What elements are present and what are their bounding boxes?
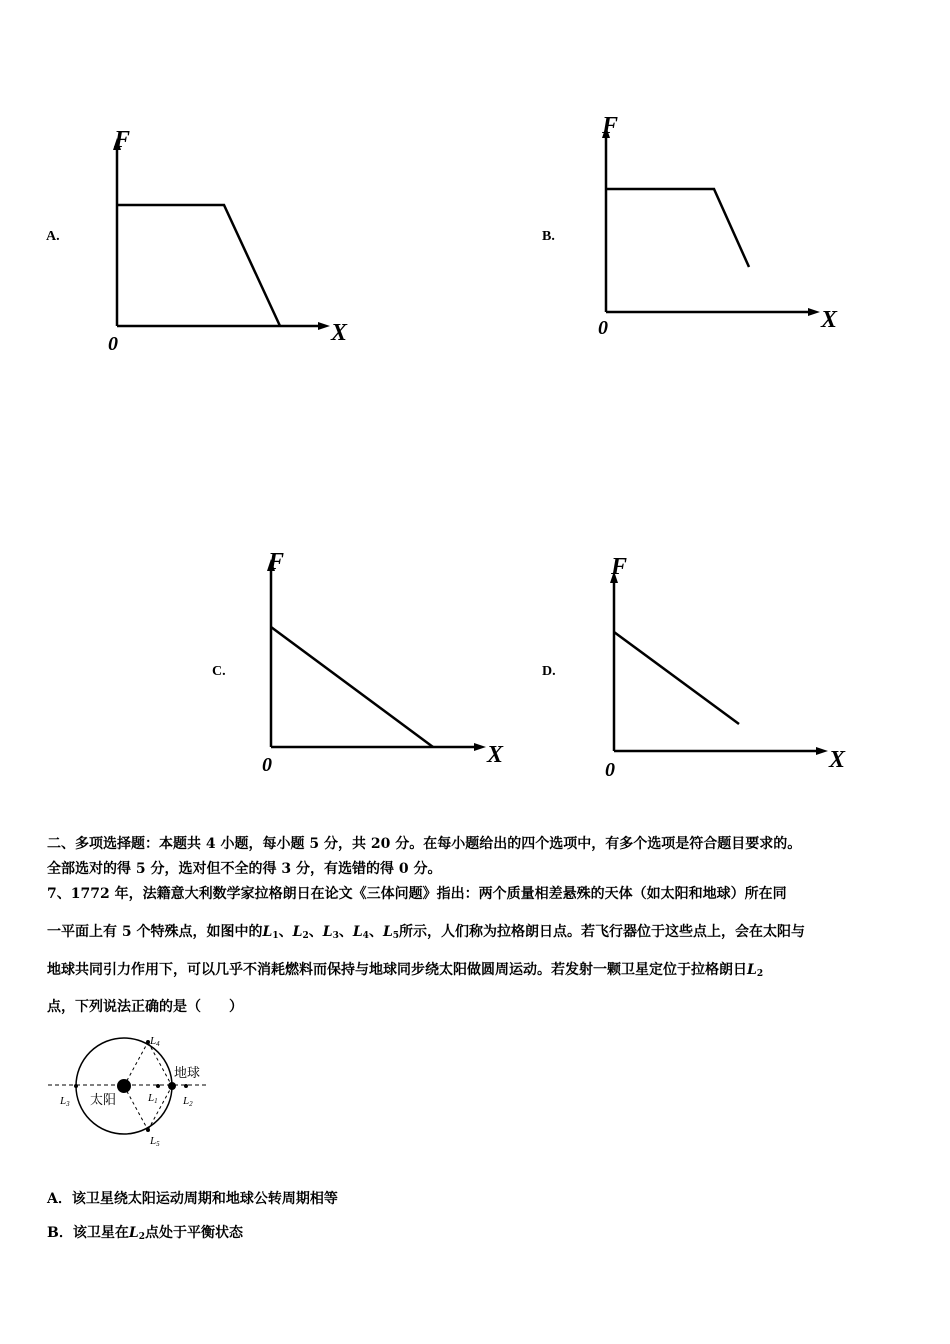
graph-c-curve (271, 627, 433, 747)
question-line2 (47, 921, 805, 941)
graph-b-f-label: F (602, 113, 619, 139)
l4-sub: 4 (362, 931, 369, 941)
line3-l-symbol: L (747, 962, 757, 978)
graph-a-x-label: X (331, 320, 348, 346)
l5-symbol: L (382, 924, 393, 940)
option-d-label: D. (542, 664, 556, 679)
answer-b-l-symbol: L (128, 1225, 139, 1241)
graph-b-origin: 0 (598, 317, 608, 339)
l3-sub: 3 (332, 931, 339, 941)
earth-label: 地球 (174, 1066, 201, 1081)
answer-b-pre: B．该卫星在 (47, 1225, 129, 1241)
graph-c (262, 549, 504, 776)
diagram-l5-label: L5 (150, 1135, 160, 1148)
l1-sub: 1 (272, 931, 279, 941)
graph-d-curve (614, 632, 739, 724)
l3-symbol: L (322, 924, 333, 940)
graph-a-origin: 0 (108, 333, 118, 355)
question-line3-pre: 地球共同引力作用下，可以几乎不消耗燃料而保持与地球同步绕太阳做圆周运动。若发射一颗卫星定位于拉格朗日 (47, 962, 747, 978)
graph-d (605, 554, 846, 781)
line3-l-sub: 2 (756, 969, 764, 979)
graph-a-f-label: F (114, 127, 131, 153)
question-line2-post: 所示，人们称为拉格朗日点。若飞行器位于这些点上，会在太阳与 (399, 924, 806, 940)
l5-dot (146, 1128, 150, 1132)
diagram-l3-label: L3 (60, 1095, 70, 1108)
question-line3 (47, 959, 763, 979)
sep-1: 、 (278, 924, 293, 940)
graph-c-x-label: X (487, 742, 504, 768)
section-heading-line2: 全部选对的得 5 分，选对但不全的得 3 分，有选错的得 0 分。 (47, 861, 442, 877)
option-a-label: A. (46, 229, 60, 244)
earth-dot (168, 1082, 176, 1090)
l1-dot (156, 1084, 160, 1088)
lagrange-diagram (40, 1030, 240, 1150)
graph-b-x-label: X (821, 307, 838, 333)
graph-d-f-label: F (611, 554, 628, 580)
l2-sub: 2 (302, 931, 309, 941)
sun-dot (117, 1079, 131, 1093)
sep-4: 、 (368, 924, 383, 940)
question-line2-pre: 一平面上有 5 个特殊点，如图中的 (47, 924, 263, 940)
sep-2: 、 (308, 924, 323, 940)
l2-dot (184, 1084, 188, 1088)
l4-symbol: L (352, 924, 363, 940)
question-line1: 7、1772 年，法籍意大利数学家拉格朗日在论文《三体问题》指出：两个质量相差悬殊的天体（如太阳和地球）所在同 (47, 886, 787, 902)
answer-b (47, 1222, 243, 1242)
answer-a: A．该卫星绕太阳运动周期和地球公转周期相等 (47, 1191, 338, 1207)
graph-a (108, 127, 348, 355)
l5-sub: 5 (392, 931, 400, 941)
graph-d-origin: 0 (605, 759, 615, 781)
graph-b (598, 113, 838, 339)
graph-c-f-label: F (268, 549, 285, 575)
diagram-l2-label: L2 (183, 1095, 193, 1108)
graph-d-x-label: X (829, 747, 846, 773)
answer-b-l-sub: 2 (138, 1232, 145, 1242)
l1-symbol: L (262, 924, 273, 940)
option-c-label: C. (212, 664, 226, 679)
option-b-label: B. (542, 229, 555, 244)
section-heading-line1: 二、多项选择题：本题共 4 小题，每小题 5 分，共 20 分。在每小题给出的四个选项中，有多个选项是符合题目要求的。 (47, 836, 802, 852)
graph-b-curve (606, 189, 749, 267)
sun-label: 太阳 (90, 1093, 117, 1108)
l3-dot (74, 1084, 78, 1088)
graph-c-origin: 0 (262, 754, 272, 776)
graph-a-curve (117, 205, 280, 326)
diagram-l1-label: L1 (148, 1092, 158, 1105)
sep-3: 、 (338, 924, 353, 940)
diagram-l4-label: L4 (150, 1035, 160, 1048)
answer-b-post: 点处于平衡状态 (144, 1225, 243, 1241)
question-line4: 点，下列说法正确的是（ ） (47, 999, 243, 1015)
l2-symbol: L (292, 924, 303, 940)
